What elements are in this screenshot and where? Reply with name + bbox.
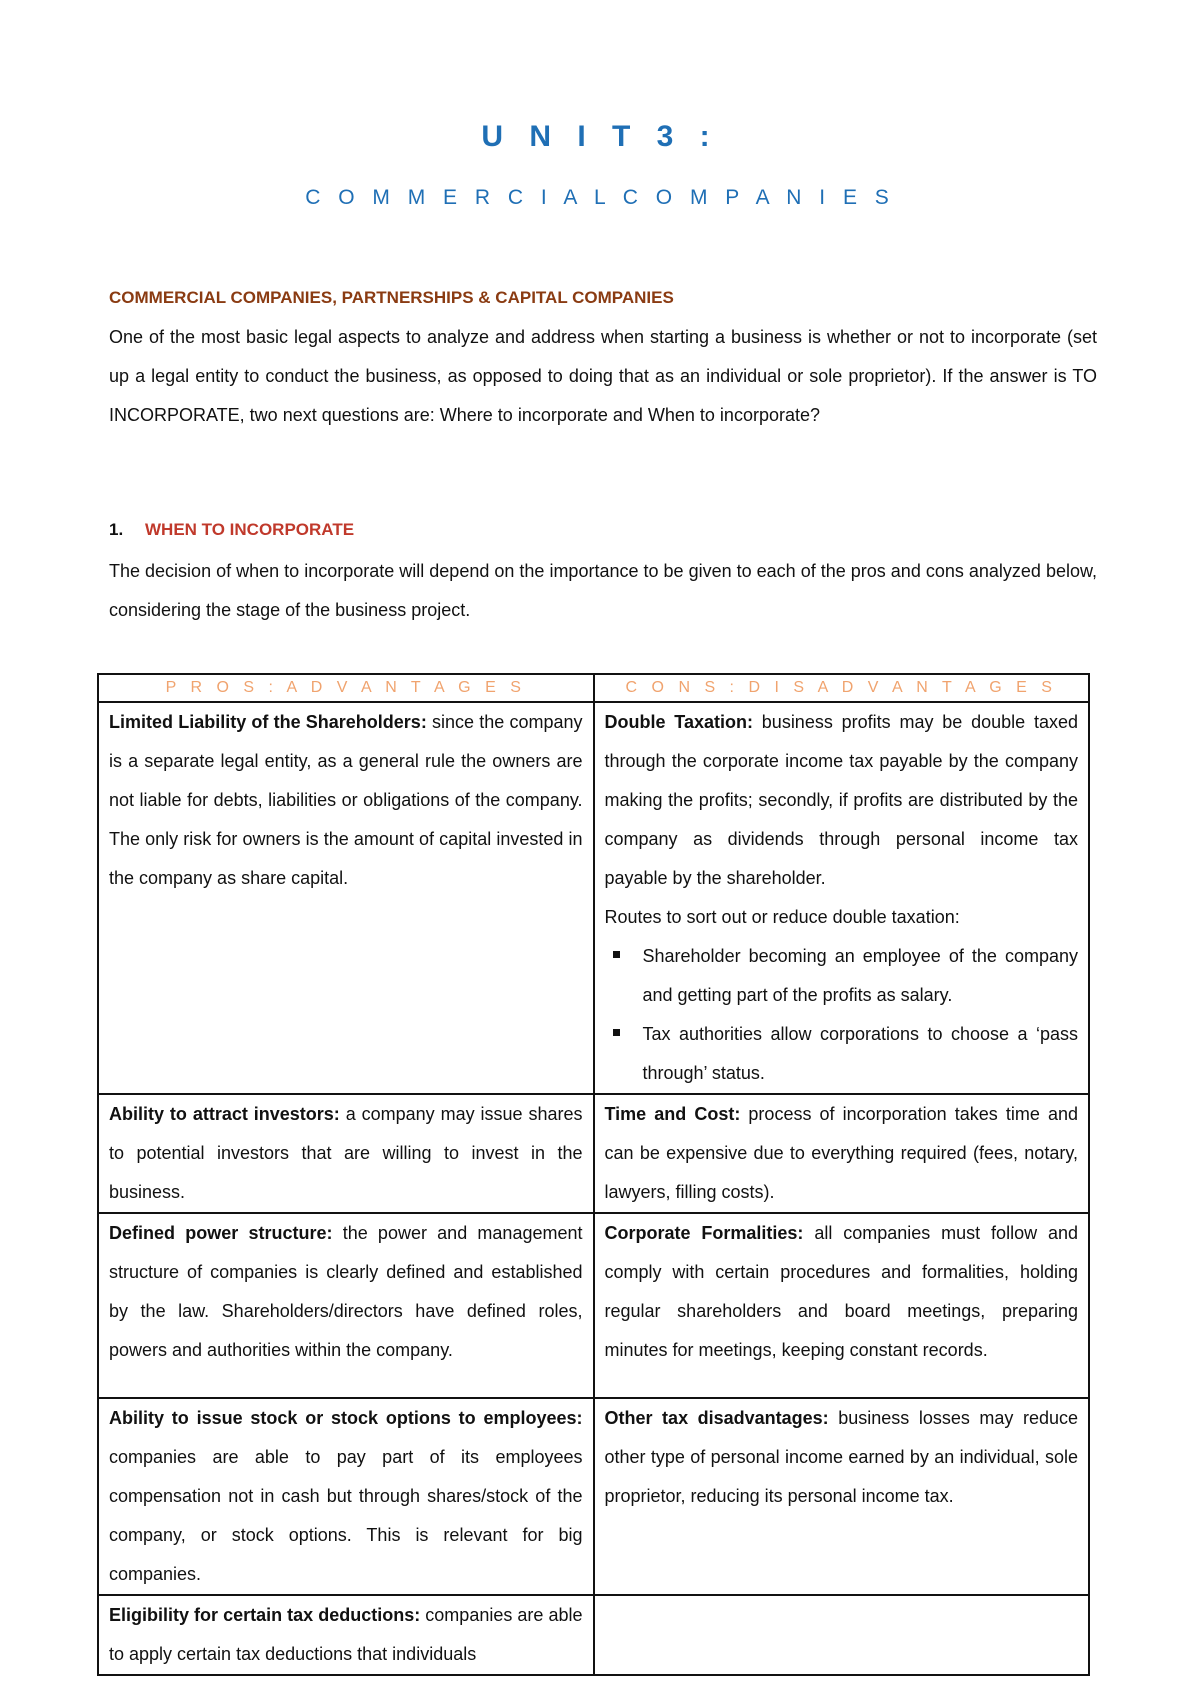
con-text: business losses may reduce other type of personal income earned by an individual, sole proprietor, reducing its personal income tax. (604, 1408, 1079, 1506)
unit-title: U N I T 3 : (481, 120, 719, 153)
intro-heading: COMMERCIAL COMPANIES, PARTNERSHIPS & CAPITAL COMPANIES (109, 288, 674, 307)
con-text: business profits may be double taxed through the corporate income tax payable by the company making the profits; secondly, if profits are distributed by the company as dividends through personal income tax payable by the shareholder. (604, 712, 1078, 888)
intro-paragraph: One of the most basic legal aspects to analyze and address when starting a business is whether or not to incorporate (set up a legal entity to conduct the business, as opposed to doing that as an individual or sole proprietor). If the answer is TO INCORPORATE, two next questions are: Where to incorporate and When to incorporate? (109, 327, 1097, 425)
bullet-text: Shareholder becoming an employee of the company and getting part of the profits as salary. (642, 946, 1078, 1005)
unit-subtitle: C O M M E R C I A L C O M P A N I E S (305, 186, 895, 209)
pro-cell (98, 1398, 594, 1595)
con-title: Corporate Formalities: (604, 1223, 804, 1243)
pros-header: P R O S : A D V A N T A G E S (98, 674, 594, 702)
section-title: WHEN TO INCORPORATE (145, 520, 355, 539)
table-row (98, 702, 1089, 1094)
square-bullet-icon (613, 951, 620, 958)
con-title: Time and Cost: (604, 1104, 741, 1124)
table-row (98, 1398, 1089, 1595)
list-item (605, 1015, 1079, 1093)
con-cell (594, 702, 1090, 1094)
bullet-text: Tax authorities allow corporations to choose a ‘pass through’ status. (642, 1024, 1078, 1083)
con-text: process of incorporation takes time and can be expensive due to everything required (fees, notary, lawyers, filling costs). (604, 1104, 1078, 1202)
pro-title: Limited Liability of the Shareholders: (109, 712, 427, 732)
section-1-heading (109, 520, 354, 540)
con-extra: Routes to sort out or reduce double taxation: (604, 907, 960, 927)
con-cell (594, 1094, 1090, 1213)
table-row (98, 1595, 1089, 1675)
con-cell (594, 1213, 1090, 1398)
pro-text: since the company is a separate legal entity, as a general rule the owners are not liable for debts, liabilities or obligations of the company. The only risk for owners is the amount of capital invested in the company as share capital. (109, 712, 583, 888)
cons-header: C O N S : D I S A D V A N T A G E S (594, 674, 1090, 702)
section-number: 1. (109, 520, 124, 539)
pro-cell (98, 1213, 594, 1398)
square-bullet-icon (613, 1029, 620, 1036)
section-1-paragraph: The decision of when to incorporate will depend on the importance to be given to each of the pros and cons analyzed below, considering the stage of the business project. (109, 561, 1097, 620)
pros-cons-table (97, 673, 1090, 1676)
con-cell (594, 1398, 1090, 1595)
pro-cell (98, 702, 594, 1094)
pro-title: Defined power structure: (109, 1223, 333, 1243)
con-cell-empty (594, 1595, 1090, 1675)
list-item (605, 937, 1079, 1015)
pro-cell (98, 1595, 594, 1675)
pro-cell (98, 1094, 594, 1213)
table-row (98, 1094, 1089, 1213)
pro-text: companies are able to pay part of its employees compensation not in cash but through shares/stock of the company, or stock options. This is relevant for big companies. (109, 1447, 583, 1584)
pro-text: companies are able to apply certain tax deductions that individuals (109, 1605, 583, 1664)
con-bullet-list (605, 937, 1079, 1093)
table-header-row (98, 674, 1089, 702)
con-title: Other tax disadvantages: (604, 1408, 829, 1428)
table-row (98, 1213, 1089, 1398)
pro-title: Ability to issue stock or stock options to employees: (109, 1408, 583, 1428)
pro-text: the power and management structure of companies is clearly defined and established by the law. Shareholders/directors have defined roles, powers and authorities within the company. (109, 1223, 583, 1360)
con-title: Double Taxation: (604, 712, 753, 732)
pro-title: Ability to attract investors: (109, 1104, 340, 1124)
pro-title: Eligibility for certain tax deductions: (109, 1605, 421, 1625)
pro-text: a company may issue shares to potential investors that are willing to invest in the business. (109, 1104, 583, 1202)
con-text: all companies must follow and comply with certain procedures and formalities, holding regular shareholders and board meetings, preparing minutes for meetings, keeping constant records. (604, 1223, 1078, 1360)
